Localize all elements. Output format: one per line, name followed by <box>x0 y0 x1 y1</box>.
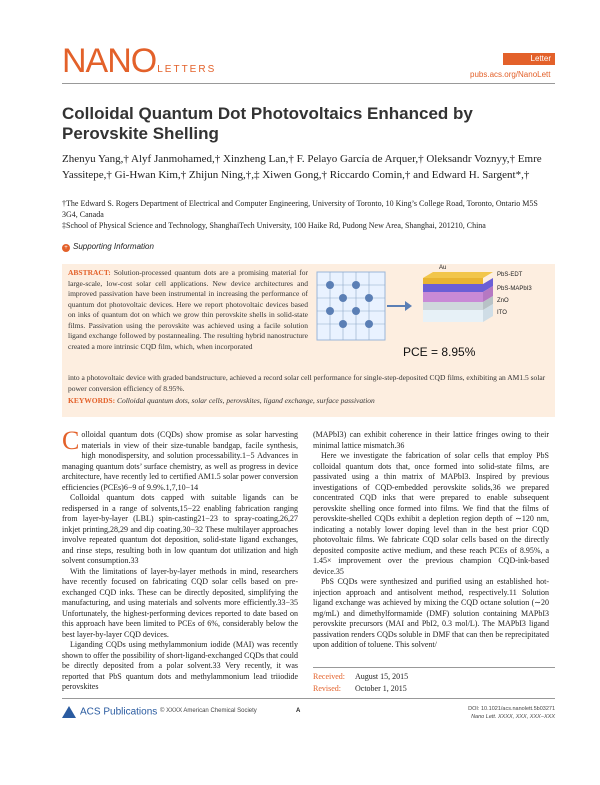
journal-logo: NANOLETTERS <box>62 42 217 80</box>
article-title: Colloidal Quantum Dot Photovoltaics Enhanced by Perovskite Shelling <box>62 104 473 143</box>
journal-url[interactable]: pubs.acs.org/NanoLett <box>470 70 551 79</box>
keywords: KEYWORDS: Colloidal quantum dots, solar cells, perovskites, ligand exchange, surface passivation <box>68 396 375 405</box>
supporting-info-link[interactable]: + Supporting Information <box>62 242 154 252</box>
citation: Nano Lett. XXXX, XXX, XXX−XXX <box>471 714 555 720</box>
footer-divider <box>62 698 555 699</box>
layer-label-ito: ITO <box>497 310 507 316</box>
article-type-badge: Letter <box>503 53 555 65</box>
device-stack-illustration <box>313 268 549 378</box>
page-number: A <box>296 708 301 714</box>
cqd-lattice-diagram <box>317 272 412 340</box>
layer-stack <box>423 272 493 322</box>
plus-icon: + <box>62 244 70 252</box>
toc-graphic <box>313 265 549 378</box>
author-list: Zhenyu Yang,† Alyf Janmohamed,† Xinzheng Lan,† F. Pelayo García de Arquer,† Oleksandr Voznyy,† Emre Yassitepe,† Gi-Hwan Kim,† Zhijun Ning,†,‡ Xiwen Gong,† Riccardo Comin,† and Edward H. Sargent*,† <box>62 153 542 181</box>
doi-link[interactable]: DOI: 10.1021/acs.nanolett.5b03271 <box>468 706 555 712</box>
dropcap: C <box>62 426 80 455</box>
acs-publications-logo: ACS Publications <box>62 706 157 718</box>
affiliation-1: †The Edward S. Rogers Department of Electrical and Computer Engineering, University of Toronto, 10 King’s College Road, Toronto, Ontario M5S 3G4, Canada <box>62 199 538 219</box>
abstract-text-top: ABSTRACT: Solution-processed quantum dots are a promising material for large-scale, low-cost solar cell applications. New device architectures and improved passivation have been instrumental in increasing the performance of quantum dot photovoltaic devices. Here we report photovoltaic devices based on inks of quantum dot on which we grow thin perovskite shells in solid-state films. Passivation using the perovskite was achieved using a facile solution ligand exchange followed by postannealing. The resulting hybrid nanostructure created a more intrinsic CQD film, which, when incorporated <box>68 268 308 351</box>
header-divider <box>62 83 555 84</box>
affiliation-2: ‡School of Physical Science and Technology, ShanghaiTech University, 100 Haike Rd, Pudong New Area, Shanghai, 201210, China <box>62 221 486 230</box>
layer-label-au: Au <box>439 265 447 271</box>
received-dates: Received: August 15, 2015 Revised: October 1, 2015 <box>313 667 555 695</box>
affiliations <box>62 198 555 231</box>
acs-logo-icon <box>62 706 76 718</box>
copyright: © XXXX American Chemical Society <box>160 708 257 714</box>
pce-label: PCE = 8.95% <box>403 345 476 359</box>
abstract-text-bottom: into a photovoltaic device with graded bandstructure, achieved a record solar cell performance for single-step-deposited CQD films, exhibiting an AM1.5 solar power conversion efficiency of 8.95%. <box>68 373 546 393</box>
layer-label-pbs-mapbi3: PbS-MAPbI3 <box>497 286 532 292</box>
layer-label-zno: ZnO <box>497 298 509 304</box>
body-right-column: (MAPbI3) can exhibit coherence in their lattice fringes owing to their minimal lattice mismatch.36 Here we investigate the fabrication of solar cells that employ PbS colloidal quantum dots that, once formed into solid-state films, are passivated using a thin matrix of MAPbI3. Inspired by previous investigations of CQD-embedded perovskite solids,36 we prepared concentrated CQD inks that were prepared to enable subsequent perovskite shelling once formed into films. We find that the films of perovskite-shelled CQDs exhibit a depletion region depth of ∼120 nm, indicating a notably lower doping level than in the best prior CQD photovoltaic films. We fabricate CQD solar cells based on the directly deposited composite active medium, and these reach PCEs of 8.95%, a 1.45× improvement over the previous champion CQD-ink-based device.35 PbS CQDs were synthesized and purified using an established hot-injection approach and antisolvent method, respectively.11 Solution ligand exchange was achieved by mixing the CQD octane solution (∼20 mg/mL) and dimethylformamide (DMF) solution containing MAPbI3 perovskite precursors (MAI and PbI2, 0.3 mol/L). The MAPbI3 ligand passivation renders CQDs soluble in DMF that can then be reprecipitated upon addition of toluene. This solvent/ <box>313 430 549 649</box>
body-left-column: Colloidal quantum dots (CQDs) show promise as solar harvesting materials in view of their size-tunable bandgap, facile synthesis, high monodispersity, and solution processability.1−5 Advances in managing quantum dots’ surface chemistry, as well as progress in device architecture, have recently led to certified AM1.5 solar power conversion efficiencies (PCEs)6−9 of 9.9%.1,7,10−14 Colloidal quantum dots capped with suitable ligands can be redispersed in a range of solvents,15−22 enabling fabrication ranging from layer-by-layer (LBL) spin-casting21−23 to spray-coating,26,27 inkjet printing,28,29 and dip coating.30−32 These multilayer approaches involve repeated quantum dot deposition, solid-state ligand exchanges, and rinse steps, resulting both in low quantum dot utilization and high solvent consumption.33 With the limitations of layer-by-layer methods in mind, researchers have recently focused on fabricating CQD solar cells based on pre-exchanged CQD inks. These can be directly deposited, simplifying the manufacturing, and using materials and solvents more efficiently.33−35 Unfortunately, the highest-performing devices reported to date based on this approach have been limited to PCEs of 6%, considerably below the best layer-by-layer CQD devices. Liganding CQDs using methylammonium iodide (MAI) was recently shown to offer the possibility of short-ligand-exchanged CQDs that could be directly deposited from a polar solvent.33 Very recently, it was reported that PbS quantum dots and methylammonium lead triiodide perovskites <box>62 426 298 691</box>
doi-citation <box>455 705 555 721</box>
layer-label-pbs-edt: PbS-EDT <box>497 272 523 278</box>
